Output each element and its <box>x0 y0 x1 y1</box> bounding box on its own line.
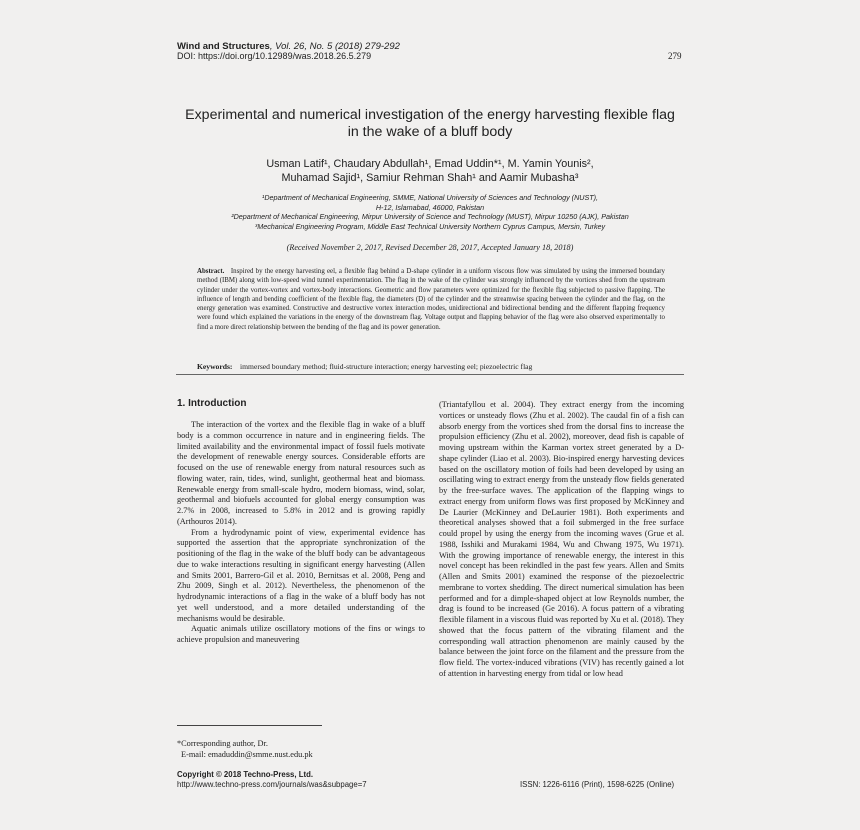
paragraph: Aquatic animals utilize oscillatory motions of the fins or wings to achieve propulsion and maneuvering <box>177 624 425 644</box>
journal-url[interactable]: http://www.techno-press.com/journals/was&subpage=7 <box>177 780 367 789</box>
title-line: Experimental and numerical investigation of the energy harvesting flexible flag <box>185 107 675 123</box>
keywords-text: immersed boundary method; fluid-structure interaction; energy harvesting eel; piezoelectric flag <box>240 362 533 371</box>
volume-info: , Vol. 26, No. 5 (2018) 279-292 <box>269 41 400 52</box>
doi-link[interactable]: DOI: https://doi.org/10.12989/was.2018.26.5.279 <box>177 51 372 61</box>
keywords-label: Keywords: <box>197 362 233 371</box>
right-column <box>439 400 684 680</box>
abstract <box>197 267 665 332</box>
left-column <box>177 420 425 646</box>
author-list <box>150 157 710 185</box>
received-dates: (Received November 2, 2017, Revised December 28, 2017, Accepted January 18, 2018) <box>286 243 574 252</box>
paragraph: The interaction of the vortex and the flexible flag in wake of a bluff body is a common occurrence in nature and in engineering fields. The limited availability and the environmental impact of fossil fuels motivate the development of renewable energy sources. Considerable efforts are focused on the use of renewable energy from natural resources such as flowing water, rain, tides, wind, sunlight, geothermal heat and biomass. Renewable energy from small-scale hydro, modern biomass, wind, solar, geothermal and biofuels accounted for global energy consumption was 2.7% in 2008, increased to 5.8% in 2012 and is growing rapidly (Arthouros 2014). <box>177 420 425 526</box>
paragraph: (Triantafyllou et al. 2004). They extract energy from the incoming vortices or unsteady flows (Zhu et al. 2002). The caudal fin of a fish can absorb energy from the vortices shed from the dorsal fins to increase the propulsion efficiency (Zhu et al. 2002), moreover, dead fish is capable of moving upstream within the Karman vortex street generated by a D-shape cylinder (Liao et al. 2003). Bio-inspired energy harvesting devices based on the oscillatory motion of foils had been developed by using an oscillating wing to extract energy from the unsteady flow fields generated by the free-surface waves. The application of the flapping wings to extract energy from uniform flows was first proposed by McKinney and De Laurier (McKinney and DeLaurier 1981). Both experiments and theoretical analyses showed that a foil submerged in the free surface could propel by using the energy from the incoming waves (Grue et al. 1988, Isshiki and Murakami 1984, Wu and Chwang 1975, Wu 1971). With the growing importance of renewable energy, the interest in this novel concept has been rekindled in the past few years. Allen and Smits (Allen and Smits 2001) examined the response of the piezoelectric membrane to vortex shedding. The direct numerical simulation has been performed and for a dimple-shaped object at low Reynolds number, the drag is found to be increased (Ge 2016). A focus pattern of a vibrating flexible filament in a viscous fluid was reported by Xu et al. (2018). They showed that the focus pattern of the vibrating filament and the corresponding wall attraction phenomenon are mainly caused by the balance between the joint force on the filament and the pressure from the flow field. The vortex-induced vibrations (VIV) has recently gained a lot of attention in harvesting energy from tidal or low head <box>439 400 684 678</box>
footnote-divider <box>177 725 322 726</box>
journal-name: Wind and Structures <box>177 41 270 52</box>
footnote <box>177 738 313 760</box>
divider <box>176 374 684 375</box>
affiliation: ¹Department of Mechanical Engineering, SMME, National University of Sciences and Technology (NUST), <box>261 193 599 202</box>
abstract-label: Abstract. <box>197 268 225 275</box>
issn: ISSN: 1226-6116 (Print), 1598-6225 (Online) <box>520 780 675 789</box>
author-line: Muhamad Sajid¹, Samiur Rehman Shah¹ and Aamir Mubasha³ <box>281 172 579 184</box>
footnote-email[interactable]: E-mail: emaduddin@smme.nust.edu.pk <box>181 750 313 759</box>
paper-title <box>150 107 710 141</box>
keywords <box>197 362 667 371</box>
page-number: 279 <box>668 51 682 61</box>
section-heading: 1. Introduction <box>177 398 247 409</box>
affiliation: ³Mechanical Engineering Program, Middle East Technical University Northern Cyprus Campus, Mersin, Turkey <box>254 221 606 231</box>
footnote-line: *Corresponding author, Dr. <box>177 739 268 748</box>
title-line: in the wake of a bluff body <box>347 124 513 140</box>
paragraph: From a hydrodynamic point of view, experimental evidence has supported the assertion that the appropriate synchronization of the positioning of the flag in the wake of the bluff body can be advantageous due to wake interactions resulting in significant energy harvesting (Allen and Smits 2001, Barrero-Gil et al. 2010, Bernitsas et al. 2008, Peng and Zhu 2009, Singh et al. 2012). Nevertheless, the phenomenon of the hydrodynamic interactions of a flag in the wake of a bluff body has not yet well understood, and a more detailed understanding of the mechanisms would be desirable. <box>177 527 425 623</box>
affiliation: H-12, Islamabad, 46000, Pakistan <box>375 202 485 212</box>
author-line: Usman Latif¹, Chaudary Abdullah¹, Emad Uddin*¹, M. Yamin Younis², <box>266 158 594 170</box>
affiliation: ²Department of Mechanical Engineering, Mirpur University of Science and Technology (MUST), Mirpur 10250 (AJK), Pakistan <box>231 212 629 222</box>
affiliations <box>150 193 710 231</box>
abstract-text: Inspired by the energy harvesting eel, a flexible flag behind a D-shape cylinder in a uniform viscous flow was simulated by using the immersed boundary method (IBM) along with low-speed wind tunnel experimentation. The flag in the wake of the cylinder was strongly influenced by the vortices shed from the upstream cylinder under the vortex-vortex and vortex-body interactions. Geometric and flow parameters were optimized for the flexible flag subjected to passive flapping. The influence of length and bending coefficient of the flexible flag, the diameters (D) of the cylinder and the streamwise spacing between the cylinder and the flag, on the energy generation was examined. Constructive and destructive vortex interaction modes, unidirectional and bidirectional bending and the different flapping frequency were found which explained the variations in the energy of the downstream flag. Voltage output and flapping behavior of the flag were also observed experimentally to find a more direct relationship between the bending of the flag and its power generation. <box>197 268 665 331</box>
copyright: Copyright © 2018 Techno-Press, Ltd. <box>177 770 314 779</box>
